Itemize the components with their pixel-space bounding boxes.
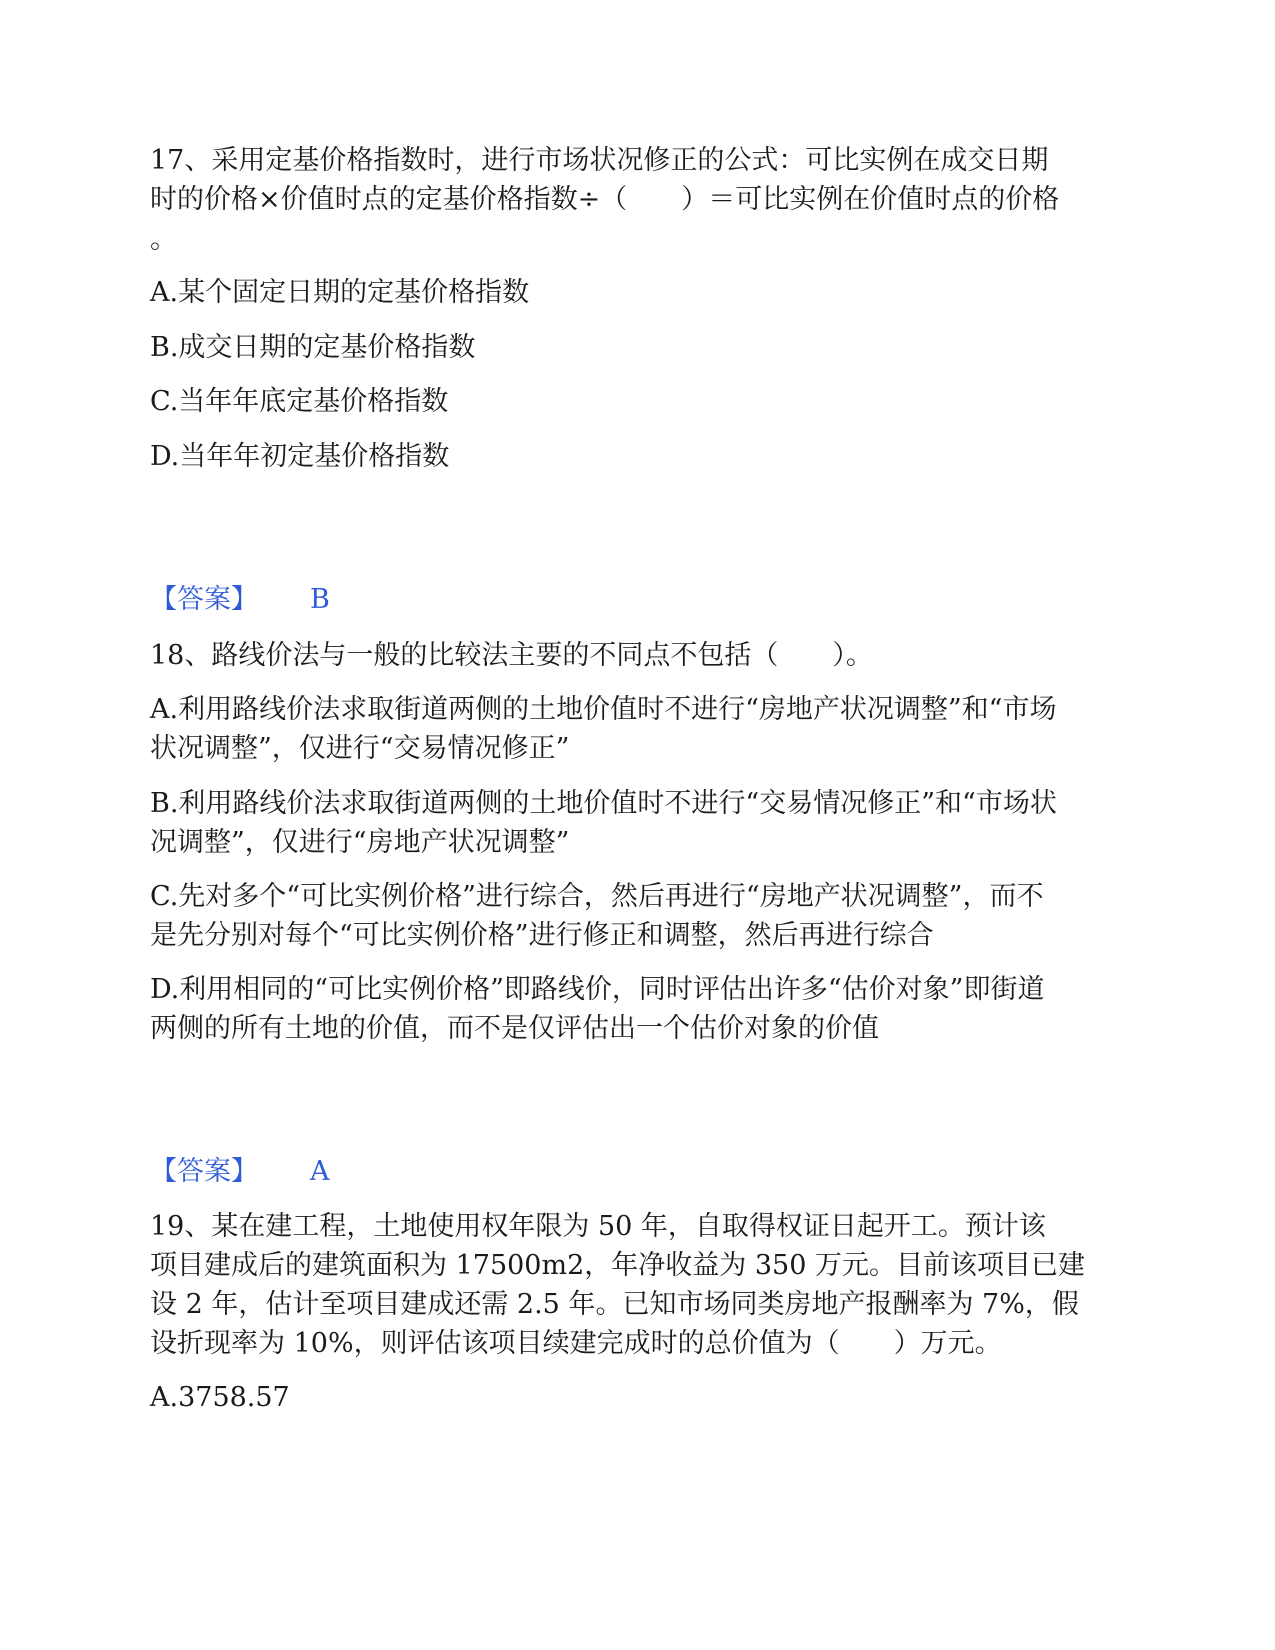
q18-answer-value: A	[310, 1156, 330, 1187]
q17-answer-label: 【答案】	[150, 584, 258, 615]
q19-stem-line-2: 项目建成后的建筑面积为 17500m2，年净收益为 350 万元。目前该项目已建	[150, 1250, 1085, 1281]
q18-option-d-line-2: 两侧的所有土地的价值，而不是仅评估出一个估价对象的价值	[150, 1013, 879, 1044]
q18-answer-label: 【答案】	[150, 1156, 258, 1187]
q19-stem-line-3: 设 2 年，估计至项目建成还需 2.5 年。已知市场同类房地产报酬率为 7%，假	[150, 1289, 1079, 1320]
q17-stem-line-3: 。	[150, 224, 177, 255]
q18-option-a-line-2: 状况调整”，仅进行“交易情况修正”	[150, 733, 570, 764]
q18-option-c-line-2: 是先分别对每个“可比实例价格”进行修正和调整，然后再进行综合	[150, 920, 934, 951]
q17-option-d: D.当年年初定基价格指数	[150, 441, 450, 472]
q19-option-a: A.3758.57	[150, 1382, 290, 1413]
q17-answer-value: B	[310, 584, 330, 615]
q18-option-c-line-1: C.先对多个“可比实例价格”进行综合，然后再进行“房地产状况调整”，而不	[150, 881, 1044, 912]
document-page	[150, 0, 1125, 1650]
q18-option-a-line-1: A.利用路线价法求取街道两侧的土地价值时不进行“房地产状况调整”和“市场	[150, 694, 1057, 725]
q17-answer	[150, 580, 550, 620]
q18-stem-line-1: 18、路线价法与一般的比较法主要的不同点不包括（ ）。	[150, 640, 873, 671]
q18-answer	[150, 1152, 550, 1192]
q19-stem-line-4: 设折现率为 10%，则评估该项目续建完成时的总价值为（ ）万元。	[150, 1328, 1002, 1359]
q17-stem-line-1: 17、采用定基价格指数时，进行市场状况修正的公式：可比实例在成交日期	[150, 145, 1049, 176]
q19-stem-line-1: 19、某在建工程，土地使用权年限为 50 年，自取得权证日起开工。预计该	[150, 1211, 1046, 1242]
q18-option-b-line-1: B.利用路线价法求取街道两侧的土地价值时不进行“交易情况修正”和“市场状	[150, 788, 1057, 819]
q17-stem-line-2: 时的价格×价值时点的定基价格指数÷（ ）＝可比实例在价值时点的价格	[150, 184, 1060, 215]
q17-option-b: B.成交日期的定基价格指数	[150, 332, 476, 363]
q18-option-d-line-1: D.利用相同的“可比实例价格”即路线价，同时评估出许多“估价对象”即街道	[150, 974, 1045, 1005]
q18-option-b-line-2: 况调整”，仅进行“房地产状况调整”	[150, 827, 570, 858]
q17-option-a: A.某个固定日期的定基价格指数	[150, 277, 530, 308]
q17-option-c: C.当年年底定基价格指数	[150, 386, 449, 417]
